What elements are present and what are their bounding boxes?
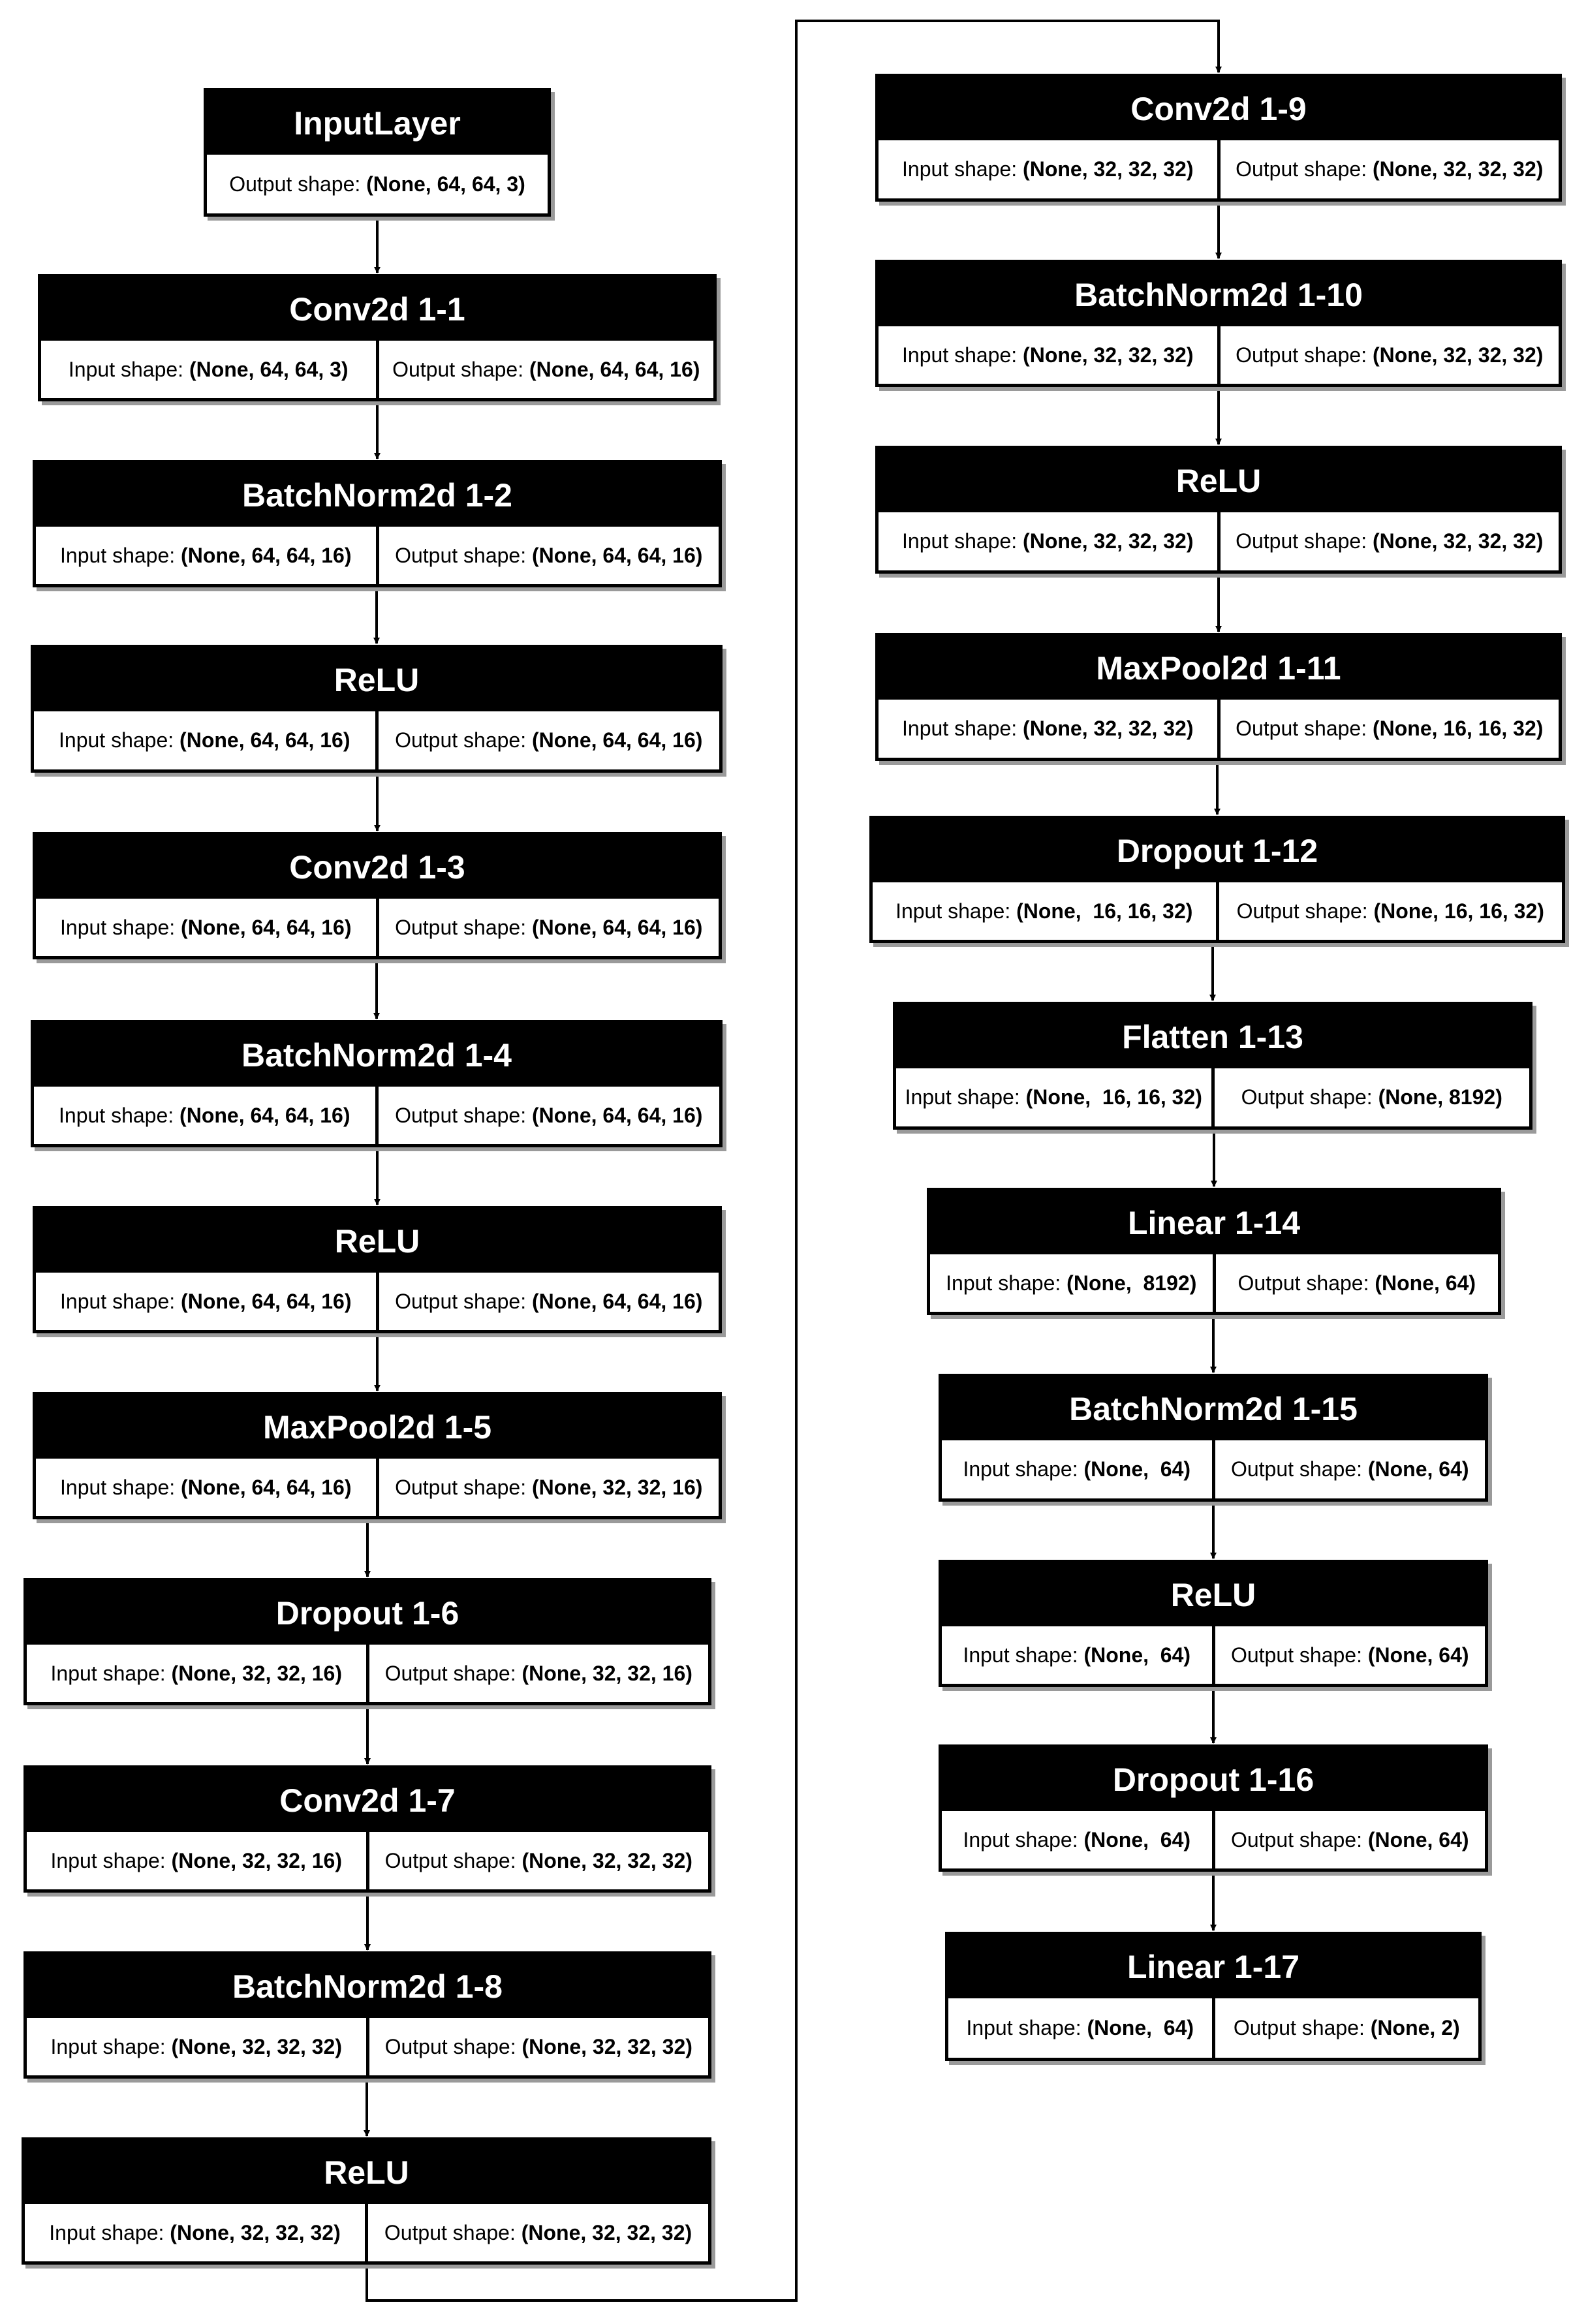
output-shape-label: Output shape: — [1230, 1827, 1368, 1851]
output-shape-label: Output shape: — [395, 915, 532, 939]
layer-title: ReLU — [942, 1563, 1485, 1626]
layer-node-batchnorm2d-1-10 — [875, 260, 1562, 387]
input-shape-value: (None, 64, 64, 16) — [179, 728, 350, 752]
output-shape-label: Output shape: — [395, 728, 532, 752]
output-shape-label: Output shape: — [1236, 343, 1373, 367]
layer-shape-row — [27, 1832, 708, 1889]
layer-title: Dropout 1-16 — [942, 1748, 1485, 1811]
input-shape-value: (None, 64) — [1083, 1827, 1191, 1851]
output-shape-cell — [375, 711, 720, 769]
output-shape-cell — [365, 2204, 708, 2261]
layer-shape-row — [942, 1626, 1485, 1684]
layer-node-batchnorm2d-1-15 — [939, 1374, 1488, 1502]
output-shape-cell — [207, 155, 548, 213]
layer-title: Linear 1-14 — [930, 1191, 1498, 1254]
layer-node-batchnorm2d-1-8 — [23, 1951, 711, 2079]
output-shape-label: Output shape: — [395, 543, 532, 567]
input-shape-cell — [942, 1626, 1212, 1684]
layer-title: Dropout 1-12 — [873, 819, 1562, 882]
input-shape-value: (None, 64, 64, 16) — [181, 1475, 352, 1499]
output-shape-value: (None, 64, 64, 16) — [531, 915, 703, 939]
output-shape-cell — [375, 1087, 720, 1144]
input-shape-value: (None, 8192) — [1066, 1271, 1197, 1295]
layer-shape-row — [930, 1254, 1498, 1312]
input-shape-value: (None, 32, 32, 16) — [171, 1848, 342, 1872]
layer-shape-row — [27, 2018, 708, 2075]
layer-node-relu-d — [875, 446, 1562, 574]
layer-node-relu-e — [939, 1560, 1488, 1687]
output-shape-cell — [1217, 326, 1559, 384]
output-shape-cell — [1213, 1254, 1499, 1312]
layer-shape-row — [942, 1811, 1485, 1868]
input-shape-label: Input shape: — [50, 1661, 172, 1685]
output-shape-value: (None, 64, 64, 16) — [529, 357, 700, 381]
output-shape-cell — [376, 341, 714, 398]
output-shape-label: Output shape: — [384, 1661, 522, 1685]
input-shape-label: Input shape: — [68, 357, 189, 381]
input-shape-label: Input shape: — [50, 2034, 172, 2058]
output-shape-label: Output shape: — [392, 357, 529, 381]
layer-node-dropout-1-6 — [23, 1578, 711, 1705]
input-shape-cell — [873, 882, 1216, 940]
output-shape-value: (None, 32, 32, 32) — [521, 2220, 692, 2244]
layer-shape-row — [36, 899, 719, 956]
output-shape-cell — [1217, 512, 1559, 570]
layer-shape-row — [41, 341, 713, 398]
layer-node-linear-1-14 — [927, 1188, 1501, 1315]
layer-title: Conv2d 1-9 — [879, 77, 1559, 140]
layer-title: BatchNorm2d 1-10 — [879, 263, 1559, 326]
layer-title: ReLU — [879, 449, 1559, 512]
output-shape-value: (None, 64) — [1367, 1457, 1469, 1481]
input-shape-cell — [896, 1068, 1211, 1126]
output-shape-label: Output shape: — [395, 1475, 532, 1499]
layer-shape-row — [27, 1645, 708, 1702]
input-shape-value: (None, 64, 64, 16) — [181, 915, 352, 939]
output-shape-label: Output shape: — [1236, 157, 1373, 181]
input-shape-cell — [879, 140, 1217, 198]
input-shape-label: Input shape: — [902, 157, 1023, 181]
output-shape-value: (None, 64) — [1375, 1271, 1476, 1295]
input-shape-cell — [34, 1087, 375, 1144]
layer-node-batchnorm2d-1-2 — [33, 460, 722, 587]
output-shape-cell — [376, 1273, 719, 1330]
output-shape-label: Output shape: — [1230, 1457, 1368, 1481]
output-shape-label: Output shape: — [395, 1103, 532, 1127]
input-shape-cell — [25, 2204, 365, 2261]
output-shape-cell — [376, 1459, 719, 1516]
layer-title: ReLU — [34, 648, 719, 711]
layer-shape-row — [873, 882, 1562, 940]
input-shape-label: Input shape: — [963, 1643, 1084, 1667]
input-shape-label: Input shape: — [60, 915, 181, 939]
input-shape-cell — [36, 527, 376, 584]
input-shape-value: (None, 32, 32, 32) — [171, 2034, 342, 2058]
input-shape-cell — [942, 1811, 1212, 1868]
input-shape-label: Input shape: — [60, 1289, 181, 1313]
input-shape-label: Input shape: — [60, 543, 181, 567]
output-shape-value: (None, 64, 64, 16) — [531, 1289, 703, 1313]
output-shape-value: (None, 16, 16, 32) — [1372, 717, 1544, 740]
layer-node-relu-b — [33, 1206, 722, 1333]
input-shape-cell — [41, 341, 376, 398]
input-shape-cell — [27, 1832, 366, 1889]
input-shape-value: (None, 32, 32, 32) — [1023, 343, 1194, 367]
output-shape-cell — [366, 1832, 709, 1889]
output-shape-cell — [1217, 140, 1559, 198]
input-shape-value: (None, 64, 64, 16) — [179, 1103, 350, 1127]
layer-node-conv2d-1-9 — [875, 74, 1562, 202]
input-shape-value: (None, 16, 16, 32) — [1016, 899, 1193, 923]
input-shape-cell — [27, 2018, 366, 2075]
input-shape-value: (None, 32, 32, 32) — [1023, 529, 1194, 553]
input-shape-value: (None, 16, 16, 32) — [1025, 1085, 1202, 1109]
output-shape-label: Output shape: — [1230, 1643, 1368, 1667]
output-shape-cell — [376, 527, 719, 584]
input-shape-cell — [36, 899, 376, 956]
input-shape-value: (None, 32, 32, 32) — [1023, 157, 1194, 181]
output-shape-label: Output shape: — [1241, 1085, 1378, 1109]
input-shape-label: Input shape: — [902, 717, 1023, 740]
layer-node-input-layer — [204, 88, 551, 217]
output-shape-value: (None, 64, 64, 16) — [531, 543, 703, 567]
layer-title: BatchNorm2d 1-2 — [36, 463, 719, 527]
layer-node-linear-1-17 — [945, 1932, 1482, 2061]
output-shape-value: (None, 32, 32, 32) — [1372, 157, 1544, 181]
layer-node-relu-a — [31, 645, 723, 773]
layer-shape-row — [34, 711, 719, 769]
input-shape-label: Input shape: — [49, 2220, 170, 2244]
input-shape-label: Input shape: — [902, 529, 1023, 553]
output-shape-label: Output shape: — [1236, 529, 1373, 553]
input-shape-value: (None, 64, 64, 16) — [181, 1289, 352, 1313]
output-shape-value: (None, 32, 32, 32) — [521, 1848, 692, 1872]
layer-title: ReLU — [25, 2141, 708, 2204]
output-shape-cell — [1212, 1440, 1485, 1498]
output-shape-label: Output shape: — [1236, 717, 1373, 740]
input-shape-cell — [34, 711, 375, 769]
layer-title: Flatten 1-13 — [896, 1005, 1529, 1068]
input-shape-cell — [879, 512, 1217, 570]
output-shape-value: (None, 32, 32, 16) — [521, 1661, 692, 1685]
input-shape-cell — [27, 1645, 366, 1702]
input-shape-value: (None, 64, 64, 16) — [181, 543, 352, 567]
layer-shape-row — [879, 700, 1559, 758]
output-shape-label: Output shape: — [384, 2220, 521, 2244]
input-shape-label: Input shape: — [59, 1103, 180, 1127]
output-shape-cell — [1217, 700, 1559, 758]
output-shape-value: (None, 16, 16, 32) — [1373, 899, 1544, 923]
output-shape-label: Output shape: — [1236, 899, 1374, 923]
output-shape-value: (None, 64) — [1367, 1827, 1469, 1851]
input-shape-value: (None, 32, 32, 32) — [1023, 717, 1194, 740]
output-shape-cell — [1212, 1811, 1485, 1868]
layer-shape-row — [879, 512, 1559, 570]
output-shape-label: Output shape: — [229, 172, 367, 196]
output-shape-cell — [366, 2018, 709, 2075]
input-shape-label: Input shape: — [963, 1457, 1084, 1481]
input-shape-value: (None, 64) — [1087, 2016, 1194, 2039]
input-shape-cell — [879, 326, 1217, 384]
layer-node-maxpool2d-1-11 — [875, 633, 1562, 761]
layer-title: InputLayer — [207, 91, 548, 155]
layer-title: MaxPool2d 1-5 — [36, 1395, 719, 1459]
input-shape-value: (None, 64) — [1083, 1643, 1191, 1667]
output-shape-label: Output shape: — [1233, 2016, 1371, 2039]
layer-title: BatchNorm2d 1-4 — [34, 1023, 719, 1087]
input-shape-label: Input shape: — [946, 1271, 1067, 1295]
input-shape-cell — [942, 1440, 1212, 1498]
layer-shape-row — [879, 140, 1559, 198]
layer-node-relu-c — [22, 2137, 711, 2265]
output-shape-value: (None, 2) — [1370, 2016, 1460, 2039]
layer-shape-row — [879, 326, 1559, 384]
output-shape-cell — [1211, 1068, 1530, 1126]
output-shape-cell — [1212, 1998, 1479, 2058]
layer-title: Conv2d 1-3 — [36, 835, 719, 899]
layer-node-dropout-1-12 — [869, 816, 1565, 943]
output-shape-cell — [376, 899, 719, 956]
input-shape-label: Input shape: — [50, 1848, 172, 1872]
layer-title: Linear 1-17 — [948, 1935, 1478, 1998]
layer-node-maxpool2d-1-5 — [33, 1392, 722, 1519]
input-shape-label: Input shape: — [60, 1475, 181, 1499]
output-shape-value: (None, 32, 32, 16) — [531, 1475, 703, 1499]
output-shape-value: (None, 32, 32, 32) — [1372, 529, 1544, 553]
layer-title: Conv2d 1-1 — [41, 277, 713, 341]
layer-title: BatchNorm2d 1-15 — [942, 1377, 1485, 1440]
input-shape-label: Input shape: — [905, 1085, 1026, 1109]
input-shape-cell — [879, 700, 1217, 758]
input-shape-cell — [36, 1273, 376, 1330]
layer-title: ReLU — [36, 1209, 719, 1273]
input-shape-value: (None, 32, 32, 32) — [170, 2220, 341, 2244]
input-shape-label: Input shape: — [895, 899, 1017, 923]
layer-shape-row — [207, 155, 548, 213]
layer-shape-row — [25, 2204, 708, 2261]
output-shape-value: (None, 64, 64, 16) — [531, 728, 703, 752]
output-shape-value: (None, 32, 32, 32) — [521, 2034, 692, 2058]
output-shape-label: Output shape: — [395, 1289, 532, 1313]
output-shape-cell — [1216, 882, 1563, 940]
layer-node-conv2d-1-1 — [38, 274, 717, 401]
layer-node-conv2d-1-7 — [23, 1765, 711, 1893]
layer-title: BatchNorm2d 1-8 — [27, 1955, 708, 2018]
output-shape-cell — [1212, 1626, 1485, 1684]
output-shape-value: (None, 32, 32, 32) — [1372, 343, 1544, 367]
layer-shape-row — [942, 1440, 1485, 1498]
output-shape-value: (None, 8192) — [1378, 1085, 1502, 1109]
input-shape-label: Input shape: — [59, 728, 180, 752]
output-shape-value: (None, 64, 64, 16) — [531, 1103, 703, 1127]
output-shape-label: Output shape: — [384, 1848, 522, 1872]
input-shape-cell — [948, 1998, 1212, 2058]
layer-title: MaxPool2d 1-11 — [879, 636, 1559, 700]
input-shape-cell — [36, 1459, 376, 1516]
output-shape-cell — [366, 1645, 709, 1702]
layer-shape-row — [36, 527, 719, 584]
layer-shape-row — [36, 1273, 719, 1330]
input-shape-cell — [930, 1254, 1213, 1312]
layer-shape-row — [948, 1998, 1478, 2058]
layer-node-batchnorm2d-1-4 — [31, 1020, 723, 1147]
output-shape-value: (None, 64) — [1367, 1643, 1469, 1667]
layer-shape-row — [896, 1068, 1529, 1126]
layer-title: Conv2d 1-7 — [27, 1769, 708, 1832]
output-shape-value: (None, 64, 64, 3) — [366, 172, 525, 196]
layer-node-flatten-1-13 — [893, 1002, 1532, 1130]
input-shape-value: (None, 64) — [1083, 1457, 1191, 1481]
output-shape-label: Output shape: — [384, 2034, 522, 2058]
layer-shape-row — [34, 1087, 719, 1144]
input-shape-label: Input shape: — [966, 2016, 1087, 2039]
layer-node-conv2d-1-3 — [33, 832, 722, 959]
input-shape-value: (None, 32, 32, 16) — [171, 1661, 342, 1685]
input-shape-label: Input shape: — [963, 1827, 1084, 1851]
output-shape-label: Output shape: — [1237, 1271, 1375, 1295]
input-shape-value: (None, 64, 64, 3) — [189, 357, 349, 381]
input-shape-label: Input shape: — [902, 343, 1023, 367]
layer-title: Dropout 1-6 — [27, 1581, 708, 1645]
layer-shape-row — [36, 1459, 719, 1516]
layer-node-dropout-1-16 — [939, 1744, 1488, 1872]
